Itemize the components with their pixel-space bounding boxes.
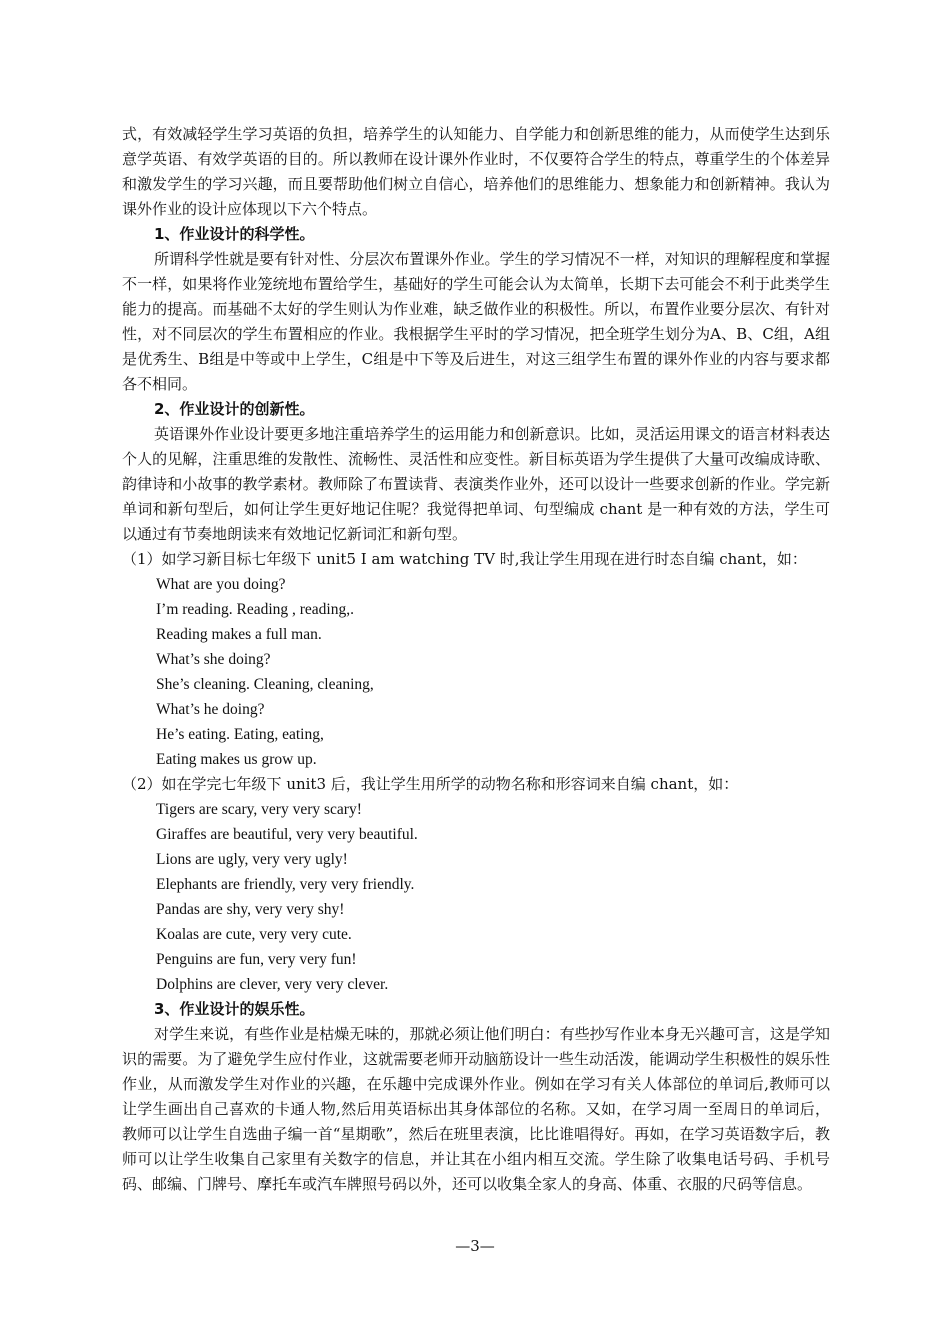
section-heading-innovative: 2、作业设计的创新性。 xyxy=(154,400,315,418)
chant-line: Giraffes are beautiful, very very beautiful. xyxy=(156,826,418,843)
chant-example-2 xyxy=(122,797,830,997)
page-number: —3— xyxy=(455,1237,495,1255)
chant-line: Tigers are scary, very very scary! xyxy=(156,801,362,818)
section-heading-scientific: 1、作业设计的科学性。 xyxy=(154,225,315,243)
chant-line: He’s eating. Eating, eating, xyxy=(156,726,324,743)
document-body xyxy=(122,122,830,1197)
intro-paragraph: 式，有效减轻学生学习英语的负担，培养学生的认知能力、自学能力和创新思维的能力，从而使学生达到乐意学英语、有效学英语的目的。所以教师在设计课外作业时，不仅要符合学生的特点，尊重学生的个体差异和激发学生的学习兴趣，而且要帮助他们树立自信心，培养他们的思维能力、想象能力和创新精神。我认为课外作业的设计应体现以下六个特点。 xyxy=(122,125,830,218)
chant-line: Dolphins are clever, very very clever. xyxy=(156,976,389,993)
chant-line: I’m reading. Reading , reading,. xyxy=(156,601,354,618)
chant-line: Elephants are friendly, very very friendly. xyxy=(156,876,415,893)
section-heading-entertaining: 3、作业设计的娱乐性。 xyxy=(154,1000,315,1018)
example-intro-2: （2）如在学完七年级下 unit3 后，我让学生用所学的动物名称和形容词来自编 chant，如： xyxy=(122,775,739,793)
chant-line: What’s she doing? xyxy=(156,651,271,668)
chant-line: Koalas are cute, very very cute. xyxy=(156,926,352,943)
chant-line: What are you doing? xyxy=(156,576,286,593)
chant-line: Reading makes a full man. xyxy=(156,626,322,643)
chant-example-1 xyxy=(122,572,830,772)
chant-line: Penguins are fun, very very fun! xyxy=(156,951,357,968)
section-paragraph-entertaining: 对学生来说，有些作业是枯燥无味的，那就必须让他们明白：有些抄写作业本身无兴趣可言，这是学知识的需要。为了避免学生应付作业，这就需要老师开动脑筋设计一些生动活泼，能调动学生积极性的娱乐性作业，从而激发学生对作业的兴趣，在乐趣中完成课外作业。例如在学习有关人体部位的单词后,教师可以让学生画出自己喜欢的卡通人物,然后用英语标出其身体部位的名称。又如，在学习周一至周日的单词后，教师可以让学生自选曲子编一首“星期歌”，然后在班里表演，比比谁唱得好。再如，在学习英语数字后，教师可以让学生收集自己家里有关数字的信息，并让其在小组内相互交流。学生除了收集电话号码、手机号码、邮编、门牌号、摩托车或汽车牌照号码以外，还可以收集全家人的身高、体重、衣服的尺码等信息。 xyxy=(122,1025,830,1193)
section-paragraph-innovative: 英语课外作业设计要更多地注重培养学生的运用能力和创新意识。比如，灵活运用课文的语言材料表达个人的见解，注重思维的发散性、流畅性、灵活性和应变性。新目标英语为学生提供了大量可改编成诗歌、韵律诗和小故事的教学素材。教师除了布置读背、表演类作业外，还可以设计一些要求创新的作业。学完新单词和新句型后，如何让学生更好地记住呢？我觉得把单词、句型编成 chant 是一种有效的方法，学生可以通过有节奏地朗读来有效地记忆新词汇和新句型。 xyxy=(122,425,830,543)
section-paragraph-scientific: 所谓科学性就是要有针对性、分层次布置课外作业。学生的学习情况不一样，对知识的理解程度和掌握不一样，如果将作业笼统地布置给学生，基础好的学生可能会认为太简单，长期下去可能会不利于此类学生能力的提高。而基础不太好的学生则认为作业难，缺乏做作业的积极性。所以，布置作业要分层次、有针对性，对不同层次的学生布置相应的作业。我根据学生平时的学习情况，把全班学生划分为A、B、C组，A组是优秀生、B组是中等或中上学生，C组是中下等及后进生，对这三组学生布置的课外作业的内容与要求都各不相同。 xyxy=(122,250,830,393)
chant-line: Eating makes us grow up. xyxy=(156,751,317,768)
chant-line: Lions are ugly, very very ugly! xyxy=(156,851,348,868)
example-intro-1: （1）如学习新目标七年级下 unit5 I am watching TV 时,我让学生用现在进行时态自编 chant，如： xyxy=(122,550,807,568)
chant-line: What’s he doing? xyxy=(156,701,265,718)
chant-line: She’s cleaning. Cleaning, cleaning, xyxy=(156,676,374,693)
chant-line: Pandas are shy, very very shy! xyxy=(156,901,345,918)
